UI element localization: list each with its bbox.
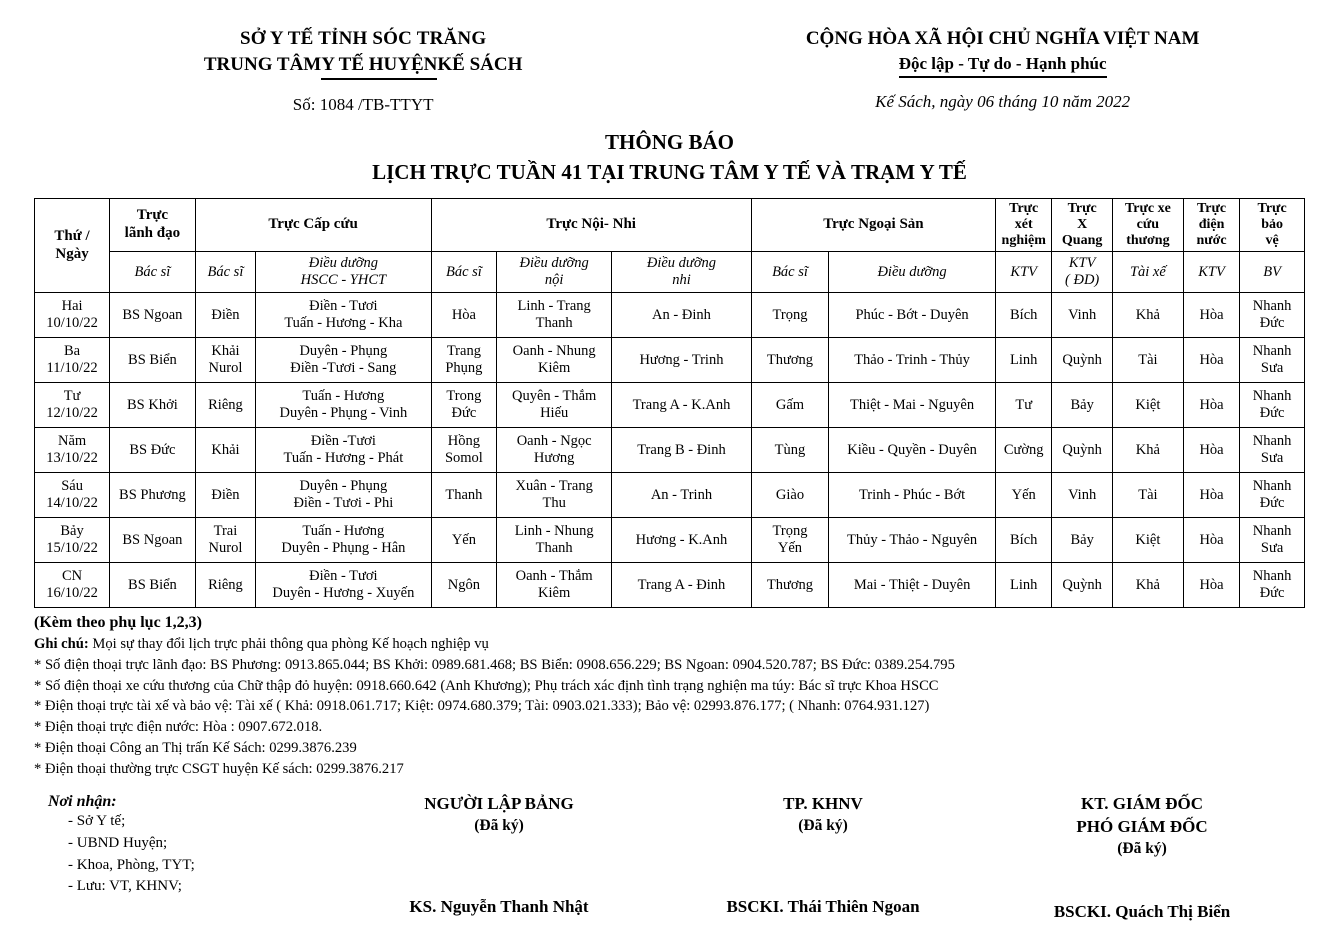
cell-internal-nurse: Oanh - Thắm Kiêm — [497, 563, 612, 608]
cell-internal-nurse: Xuân - Trang Thu — [497, 473, 612, 518]
cell-day: Hai 10/10/22 — [35, 293, 110, 338]
cell-leadership: BS Khởi — [110, 383, 196, 428]
note-driver-guard-phones: * Điện thoại trực tài xế và bảo vệ: Tài xế ( Khả: 0918.061.717; Kiệt: 0974.680.379; Tài: 0903.021.333); Bảo vệ: 02993.876.177; ( Nhanh: 0764.931.127) — [34, 698, 930, 715]
cell-surgery-nurse: Mai - Thiệt - Duyên — [829, 563, 996, 608]
cell-internal-nurse: Linh - Nhung Thanh — [497, 518, 612, 563]
note-ghichu-label: Ghi chú: — [34, 636, 89, 653]
cell-ambulance: Tài — [1112, 338, 1183, 383]
subcol-internal-doctor: Bác sĩ — [431, 252, 497, 293]
schedule-table-body — [35, 293, 1305, 608]
cell-utilities: Hòa — [1183, 338, 1239, 383]
subcol-lab-tech: KTV — [996, 252, 1052, 293]
cell-day: Bảy 15/10/22 — [35, 518, 110, 563]
recipient-item: - Khoa, Phòng, TYT; — [68, 856, 195, 873]
cell-emergency-doctor: Trai Nurol — [195, 518, 256, 563]
document-title-block — [0, 129, 1339, 186]
cell-day: CN 16/10/22 — [35, 563, 110, 608]
cell-emergency-doctor: Điền — [195, 293, 256, 338]
table-header-sub-row — [35, 252, 1305, 293]
cell-guard: Nhanh Sưa — [1240, 428, 1305, 473]
cell-leadership: BS Biển — [110, 563, 196, 608]
cell-emergency-doctor: Khải — [195, 428, 256, 473]
table-row — [35, 293, 1305, 338]
cell-guard: Nhanh Đức — [1240, 563, 1305, 608]
cell-leadership: BS Ngoan — [110, 518, 196, 563]
col-header-security: Trực bảo vệ — [1240, 198, 1305, 251]
col-header-internal-pediatric: Trực Nội- Nhi — [431, 198, 751, 251]
khnv-signed-note: (Đã ký) — [798, 817, 848, 835]
subcol-xray-tech: KTV ( ĐD) — [1052, 252, 1113, 293]
cell-emergency-nurse: Duyên - Phụng Điền -Tươi - Sang — [256, 338, 431, 383]
cell-surgery-nurse: Thảo - Trinh - Thủy — [829, 338, 996, 383]
cell-internal-doctor: Hòa — [431, 293, 497, 338]
cell-pediatric-nurse: Hương - Trinh — [612, 338, 752, 383]
col-header-surgery-obstetrics: Trực Ngoại Sản — [751, 198, 995, 251]
center-name-underlined: Y TẾ HUYỆN — [321, 52, 437, 81]
subcol-utilities-tech: KTV — [1183, 252, 1239, 293]
national-motto-line — [696, 52, 1309, 79]
recipient-item: - Lưu: VT, KHNV; — [68, 878, 182, 895]
cell-internal-doctor: Yến — [431, 518, 497, 563]
cell-emergency-nurse: Tuấn - Hương Duyên - Phụng - Vinh — [256, 383, 431, 428]
director-signed-note: (Đã ký) — [1117, 840, 1167, 858]
col-header-utilities: Trực điện nước — [1183, 198, 1239, 251]
note-ghichu-text: Mọi sự thay đổi lịch trực phải thông qua phòng Kế hoạch nghiệp vụ — [88, 636, 489, 653]
khnv-name: BSCKI. Thái Thiên Ngoan — [726, 897, 920, 917]
cell-surgery-nurse: Trinh - Phúc - Bớt — [829, 473, 996, 518]
director-title-line2: PHÓ GIÁM ĐỐC — [1076, 817, 1208, 837]
signature-preparer — [334, 793, 664, 922]
cell-surgery-doctor: Thương — [751, 563, 828, 608]
table-header-group-row — [35, 198, 1305, 251]
signature-deputy-director — [982, 793, 1302, 922]
cell-ambulance: Kiệt — [1112, 383, 1183, 428]
cell-leadership: BS Ngoan — [110, 293, 196, 338]
cell-pediatric-nurse: An - Đinh — [612, 293, 752, 338]
subcol-leader-doctor: Bác sĩ — [110, 252, 196, 293]
national-title: CỘNG HÒA XÃ HỘI CHỦ NGHĨA VIỆT NAM — [805, 28, 1200, 49]
schedule-table-wrapper — [34, 198, 1305, 608]
cell-leadership: BS Biển — [110, 338, 196, 383]
note-utilities-phone: * Điện thoại trực điện nước: Hòa : 0907.672.018. — [34, 719, 323, 736]
cell-surgery-doctor: Thương — [751, 338, 828, 383]
cell-internal-doctor: Thanh — [431, 473, 497, 518]
cell-lab: Linh — [996, 338, 1052, 383]
subcol-guard: BV — [1240, 252, 1305, 293]
cell-emergency-nurse: Điền -Tươi Tuấn - Hương - Phát — [256, 428, 431, 473]
signature-section — [34, 793, 1305, 922]
center-name-suffix: KẾ SÁCH — [437, 53, 523, 75]
cell-pediatric-nurse: Trang A - K.Anh — [612, 383, 752, 428]
director-name: BSCKI. Quách Thị Biển — [1053, 902, 1231, 922]
table-row — [35, 518, 1305, 563]
recipient-item: - UBND Huyện; — [68, 834, 168, 851]
note-ghichu — [34, 634, 1305, 655]
attachment-note: (Kèm theo phụ lục 1,2,3) — [34, 614, 202, 632]
cell-pediatric-nurse: An - Trinh — [612, 473, 752, 518]
subcol-internal-nurse: Điều dưỡng nội — [497, 252, 612, 293]
cell-ambulance: Khả — [1112, 563, 1183, 608]
notes-section — [34, 614, 1305, 779]
cell-guard: Nhanh Sưa — [1240, 338, 1305, 383]
cell-xray: Quỳnh — [1052, 338, 1113, 383]
col-header-ambulance: Trực xe cứu thương — [1112, 198, 1183, 251]
cell-internal-nurse: Oanh - Nhung Kiêm — [497, 338, 612, 383]
cell-internal-nurse: Oanh - Ngọc Hương — [497, 428, 612, 473]
col-header-emergency: Trực Cấp cứu — [195, 198, 431, 251]
cell-surgery-doctor: Tùng — [751, 428, 828, 473]
cell-surgery-doctor: Giào — [751, 473, 828, 518]
cell-guard: Nhanh Sưa — [1240, 518, 1305, 563]
cell-ambulance: Tài — [1112, 473, 1183, 518]
cell-lab: Linh — [996, 563, 1052, 608]
preparer-name: KS. Nguyễn Thanh Nhật — [409, 897, 589, 917]
col-header-xray: Trực X Quang — [1052, 198, 1113, 251]
cell-utilities: Hòa — [1183, 383, 1239, 428]
table-row — [35, 428, 1305, 473]
subcol-emergency-doctor: Bác sĩ — [195, 252, 256, 293]
cell-utilities: Hòa — [1183, 473, 1239, 518]
signature-khnv-head — [664, 793, 982, 922]
national-motto: Độc lập - Tự do - Hạnh phúc — [899, 52, 1107, 79]
cell-ambulance: Kiệt — [1112, 518, 1183, 563]
subcol-surgery-doctor: Bác sĩ — [751, 252, 828, 293]
col-header-day: Thứ / Ngày — [35, 198, 110, 292]
document-header — [0, 0, 1339, 115]
cell-surgery-nurse: Kiều - Quyền - Duyên — [829, 428, 996, 473]
cell-day: Tư 12/10/22 — [35, 383, 110, 428]
recipients-block — [34, 793, 334, 922]
page-subtitle: LỊCH TRỰC TUẦN 41 TẠI TRUNG TÂM Y TẾ VÀ TRẠM Y TẾ — [372, 159, 967, 184]
cell-internal-doctor: Ngôn — [431, 563, 497, 608]
cell-internal-doctor: Trang Phụng — [431, 338, 497, 383]
cell-xray: Vinh — [1052, 473, 1113, 518]
cell-emergency-doctor: Riêng — [195, 563, 256, 608]
cell-internal-doctor: Trong Đức — [431, 383, 497, 428]
cell-lab: Yến — [996, 473, 1052, 518]
table-row — [35, 383, 1305, 428]
recipient-item: - Sở Y tế; — [68, 813, 126, 830]
note-ambulance-phones: * Số điện thoại xe cứu thương của Chữ thập đỏ huyện: 0918.660.642 (Anh Khương); Phụ trách xác định tình trạng nghiện ma túy: Bác sĩ trực Khoa HSCC — [34, 677, 939, 694]
header-left-block — [0, 26, 696, 115]
cell-emergency-doctor: Khải Nurol — [195, 338, 256, 383]
cell-day: Ba 11/10/22 — [35, 338, 110, 383]
cell-emergency-nurse: Tuấn - Hương Duyên - Phụng - Hân — [256, 518, 431, 563]
col-header-lab: Trực xét nghiệm — [996, 198, 1052, 251]
page-title: THÔNG BÁO — [605, 130, 734, 155]
center-name-prefix: TRUNG TÂM — [203, 53, 322, 75]
cell-emergency-nurse: Điền - Tươi Duyên - Hương - Xuyến — [256, 563, 431, 608]
col-header-leadership: Trực lãnh đạo — [110, 198, 196, 251]
cell-utilities: Hòa — [1183, 563, 1239, 608]
note-leadership-phones: * Số điện thoại trực lãnh đạo: BS Phương: 0913.865.044; BS Khởi: 0989.681.468; BS Biển: 0908.656.229; BS Ngoan: 0904.520.787; BS Đức: 0389.254.795 — [34, 656, 955, 673]
cell-pediatric-nurse: Hương - K.Anh — [612, 518, 752, 563]
cell-leadership: BS Đức — [110, 428, 196, 473]
place-and-date: Kế Sách, ngày 06 tháng 10 năm 2022 — [875, 92, 1131, 112]
cell-emergency-doctor: Điền — [195, 473, 256, 518]
cell-lab: Bích — [996, 293, 1052, 338]
cell-day: Sáu 14/10/22 — [35, 473, 110, 518]
cell-guard: Nhanh Đức — [1240, 293, 1305, 338]
cell-leadership: BS Phương — [110, 473, 196, 518]
cell-utilities: Hòa — [1183, 428, 1239, 473]
cell-internal-nurse: Quyên - Thắm Hiếu — [497, 383, 612, 428]
cell-emergency-doctor: Riêng — [195, 383, 256, 428]
subcol-emergency-nurse: Điều dưỡng HSCC - YHCT — [256, 252, 431, 293]
subcol-surgery-nurse: Điều dưỡng — [829, 252, 996, 293]
cell-xray: Quỳnh — [1052, 428, 1113, 473]
header-right-block — [696, 26, 1339, 115]
subcol-driver: Tài xế — [1112, 252, 1183, 293]
cell-surgery-nurse: Thủy - Thảo - Nguyên — [829, 518, 996, 563]
note-traffic-police-phone: * Điện thoại thường trực CSGT huyện Kế sách: 0299.3876.217 — [34, 760, 404, 777]
cell-xray: Quỳnh — [1052, 563, 1113, 608]
director-title-line1: KT. GIÁM ĐỐC — [1081, 794, 1203, 814]
cell-lab: Cường — [996, 428, 1052, 473]
cell-internal-nurse: Linh - Trang Thanh — [497, 293, 612, 338]
cell-lab: Bích — [996, 518, 1052, 563]
cell-surgery-doctor: Trọng Yến — [751, 518, 828, 563]
cell-xray: Bảy — [1052, 383, 1113, 428]
cell-xray: Bảy — [1052, 518, 1113, 563]
cell-pediatric-nurse: Trang B - Đinh — [612, 428, 752, 473]
khnv-title: TP. KHNV — [783, 794, 863, 814]
table-row — [35, 473, 1305, 518]
cell-surgery-nurse: Thiệt - Mai - Nguyên — [829, 383, 996, 428]
note-police-phone: * Điện thoại Công an Thị trấn Kế Sách: 0299.3876.239 — [34, 739, 357, 756]
subcol-pediatric-nurse: Điều dưỡng nhi — [612, 252, 752, 293]
cell-xray: Vinh — [1052, 293, 1113, 338]
preparer-title: NGƯỜI LẬP BẢNG — [424, 794, 574, 814]
cell-internal-doctor: Hồng Somol — [431, 428, 497, 473]
recipients-title: Nơi nhận: — [48, 793, 117, 811]
cell-emergency-nurse: Duyên - Phụng Điền - Tươi - Phi — [256, 473, 431, 518]
cell-surgery-doctor: Trọng — [751, 293, 828, 338]
document-number: Số: 1084 /TB-TTYT — [292, 95, 434, 115]
cell-surgery-nurse: Phúc - Bớt - Duyên — [829, 293, 996, 338]
cell-emergency-nurse: Điền - Tươi Tuấn - Hương - Kha — [256, 293, 431, 338]
cell-lab: Tư — [996, 383, 1052, 428]
cell-guard: Nhanh Đức — [1240, 383, 1305, 428]
cell-ambulance: Khả — [1112, 428, 1183, 473]
cell-ambulance: Khả — [1112, 293, 1183, 338]
center-name-line — [30, 52, 696, 81]
cell-utilities: Hòa — [1183, 518, 1239, 563]
department-name: SỞ Y TẾ TỈNH SÓC TRĂNG — [239, 28, 487, 49]
table-row — [35, 563, 1305, 608]
cell-pediatric-nurse: Trang A - Đinh — [612, 563, 752, 608]
cell-utilities: Hòa — [1183, 293, 1239, 338]
table-row — [35, 338, 1305, 383]
cell-guard: Nhanh Đức — [1240, 473, 1305, 518]
cell-surgery-doctor: Gấm — [751, 383, 828, 428]
preparer-signed-note: (Đã ký) — [474, 817, 524, 835]
cell-day: Năm 13/10/22 — [35, 428, 110, 473]
duty-schedule-table — [34, 198, 1305, 608]
